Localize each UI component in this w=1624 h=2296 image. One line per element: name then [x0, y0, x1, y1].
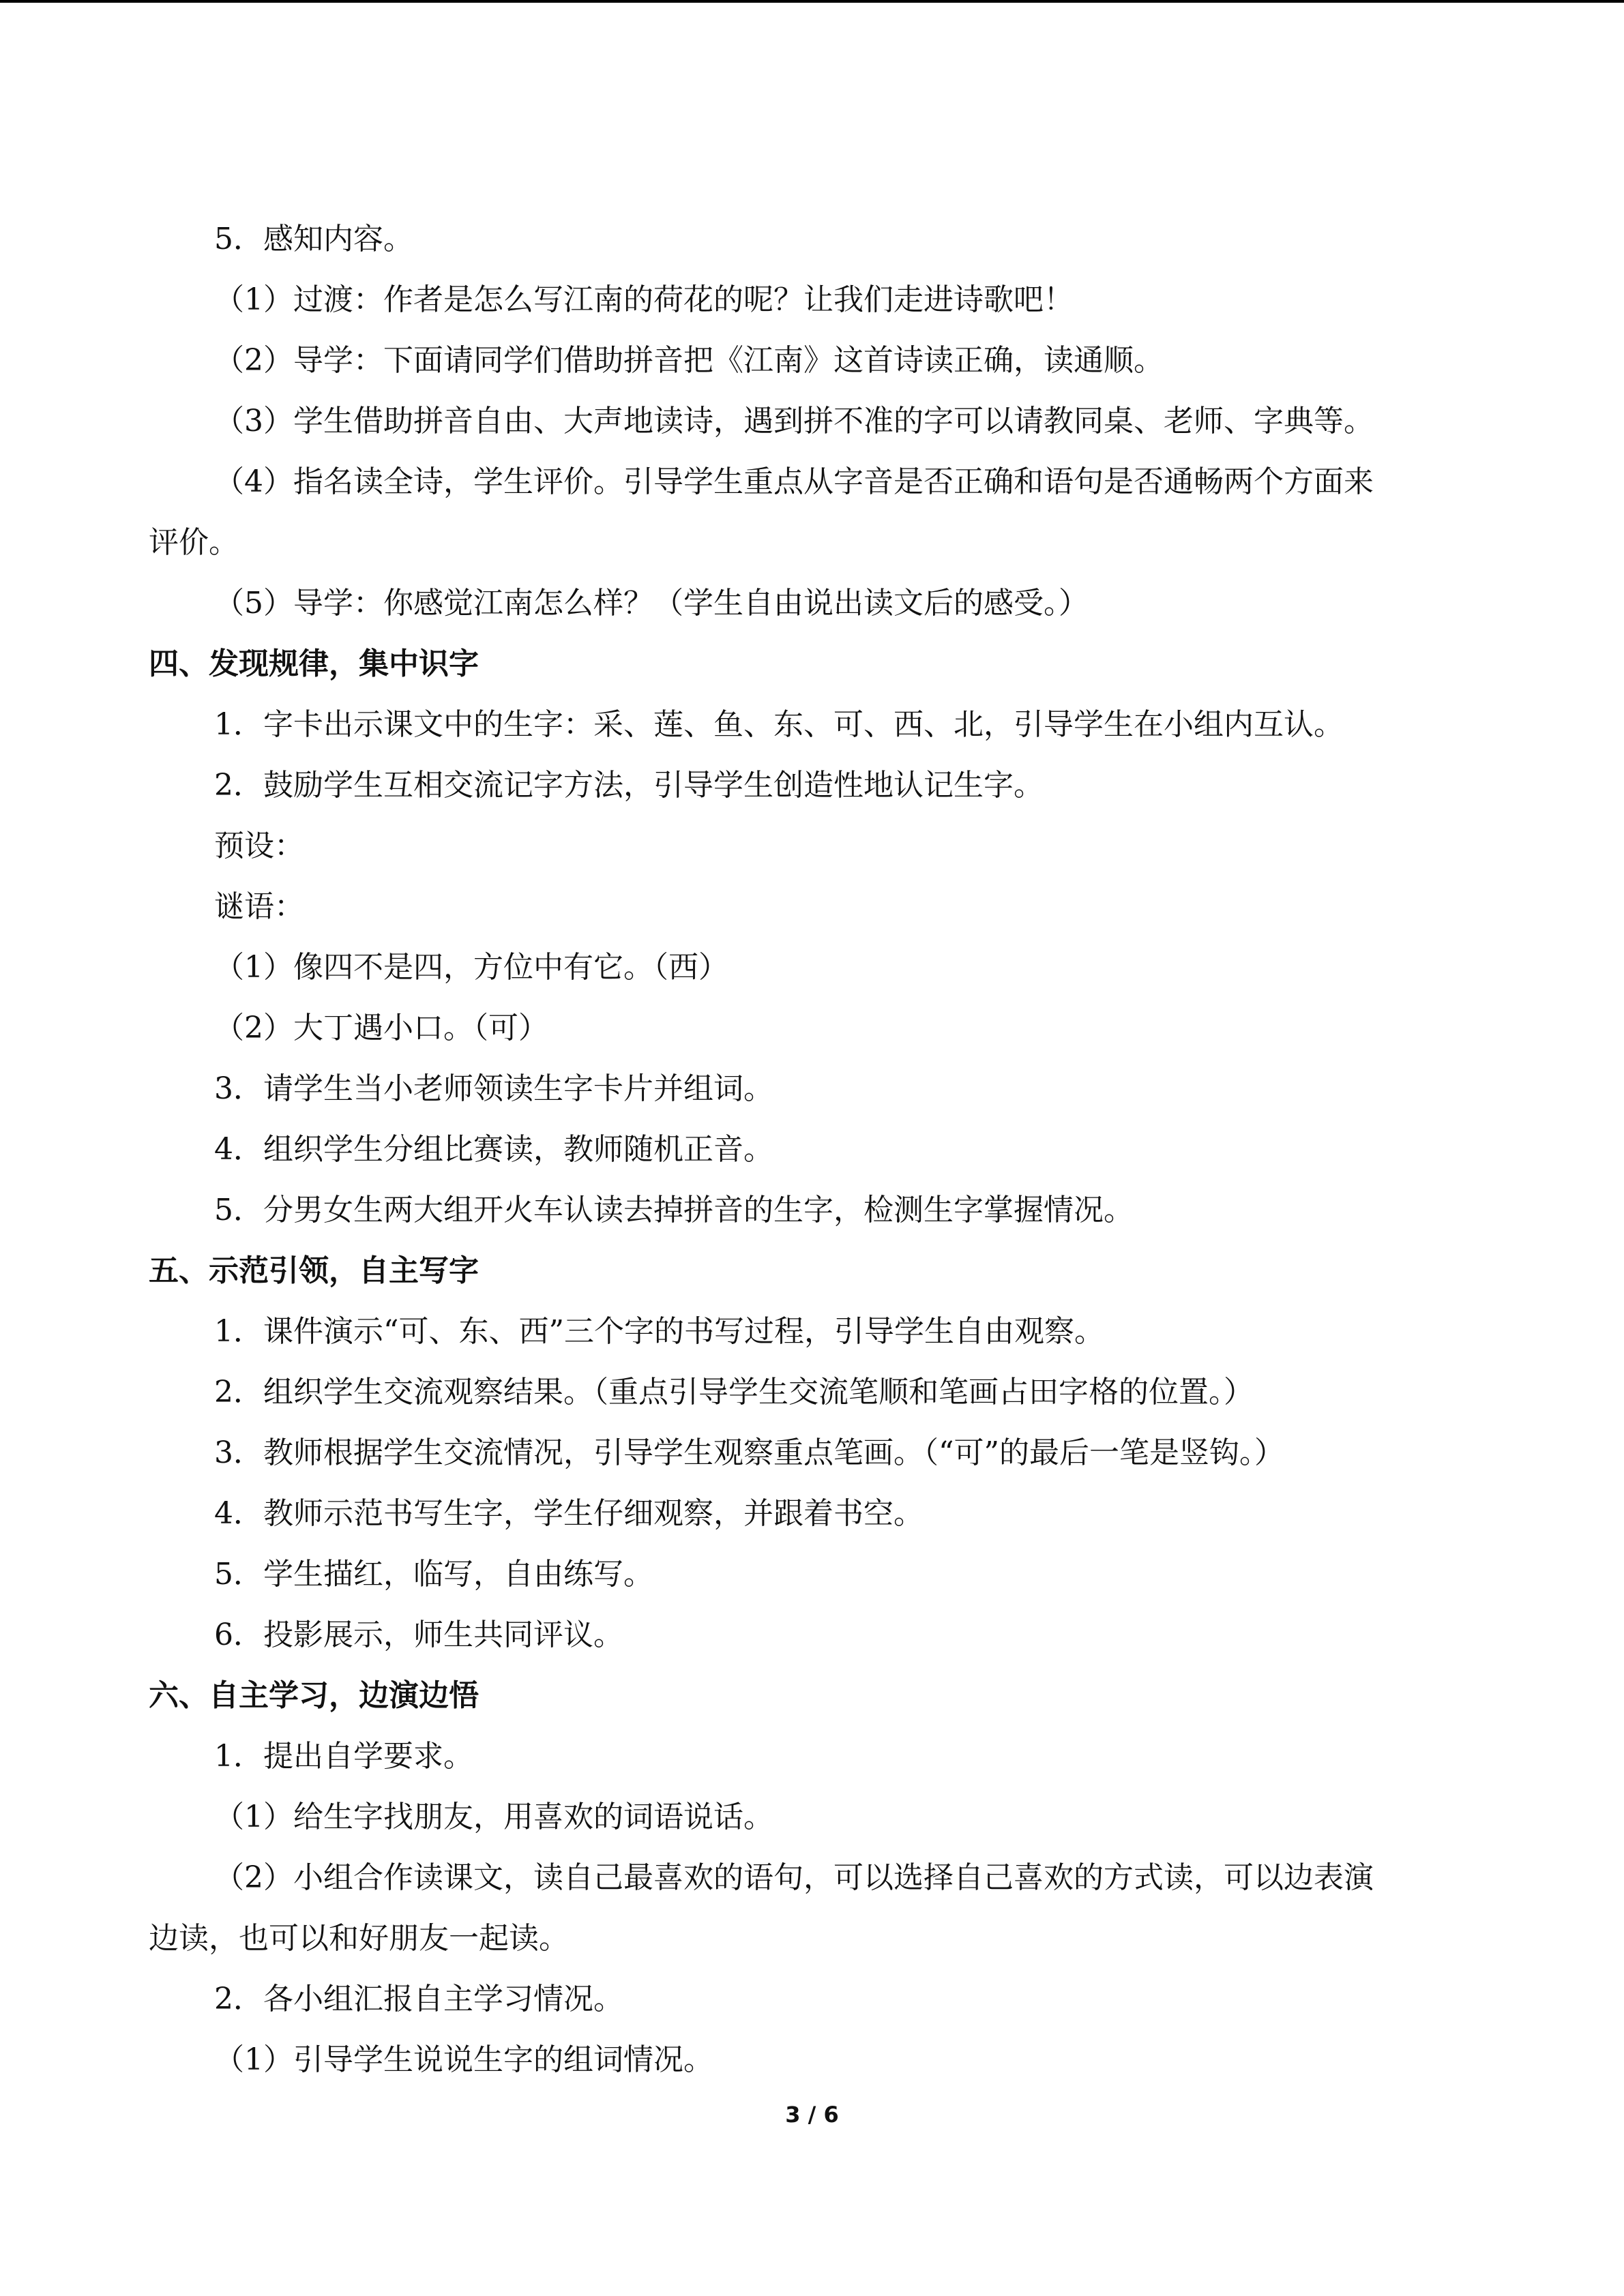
paragraph-line: （5）导学：你感觉江南怎么样？（学生自由说出读文后的感受。）: [214, 586, 1089, 621]
page-top-border: [0, 0, 1624, 3]
paragraph-line: 1．课件演示“可、东、西”三个字的书写过程，引导学生自由观察。: [214, 1314, 1104, 1349]
paragraph-line-continued: 评价。: [149, 525, 239, 560]
paragraph-line-continued: 边读，也可以和好朋友一起读。: [149, 1921, 569, 1956]
paragraph-line: （1）像四不是四，方位中有它。（西）: [214, 950, 728, 985]
paragraph-line: （1）过渡：作者是怎么写江南的荷花的呢？让我们走进诗歌吧！: [214, 282, 1074, 317]
paragraph-line: 5．感知内容。: [214, 222, 413, 256]
paragraph-line: （2）大丁遇小口。（可）: [214, 1011, 548, 1045]
paragraph-line: （4）指名读全诗，学生评价。引导学生重点从字音是否正确和语句是否通畅两个方面来: [214, 464, 1374, 499]
paragraph-line: 4．教师示范书写生字，学生仔细观察，并跟着书空。: [214, 1496, 924, 1531]
paragraph-line: 2．鼓励学生互相交流记字方法，引导学生创造性地认记生字。: [214, 768, 1044, 803]
section-heading: 六、自主学习，边演边悟: [149, 1678, 479, 1713]
paragraph-line: 预设：: [214, 829, 304, 863]
section-heading: 五、示范引领，自主写字: [149, 1253, 479, 1288]
paragraph-line: 3．请学生当小老师领读生字卡片并组词。: [214, 1071, 773, 1106]
paragraph-line: 1．字卡出示课文中的生字：采、莲、鱼、东、可、西、北，引导学生在小组内互认。: [214, 707, 1344, 742]
paragraph-line: 5．学生描红，临写，自由练写。: [214, 1557, 653, 1592]
paragraph-line: 4．组织学生分组比赛读，教师随机正音。: [214, 1132, 773, 1167]
paragraph-line: （1）给生字找朋友，用喜欢的词语说话。: [214, 1800, 773, 1834]
paragraph-line: 5．分男女生两大组开火车认读去掉拼音的生字，检测生字掌握情况。: [214, 1193, 1134, 1227]
paragraph-line: 1．提出自学要求。: [214, 1739, 473, 1774]
paragraph-line: （1）引导学生说说生字的组词情况。: [214, 2042, 713, 2077]
paragraph-line: 2．各小组汇报自主学习情况。: [214, 1982, 623, 2016]
section-heading: 四、发现规律，集中识字: [149, 646, 479, 681]
paragraph-line: （3）学生借助拼音自由、大声地读诗，遇到拼不准的字可以请教同桌、老师、字典等。: [214, 404, 1374, 438]
paragraph-line: 3．教师根据学生交流情况，引导学生观察重点笔画。（“可”的最后一笔是竖钩。）: [214, 1435, 1284, 1470]
paragraph-line: （2）导学：下面请同学们借助拼音把《江南》这首诗读正确，读通顺。: [214, 343, 1164, 378]
paragraph-line: 谜语：: [214, 889, 304, 924]
paragraph-line: 6．投影展示，师生共同评议。: [214, 1617, 623, 1652]
paragraph-line: （2）小组合作读课文，读自己最喜欢的语句，可以选择自己喜欢的方式读，可以边表演: [214, 1860, 1374, 1895]
paragraph-line: 2．组织学生交流观察结果。（重点引导学生交流笔顺和笔画占田字格的位置。）: [214, 1375, 1254, 1410]
document-body: [149, 209, 1479, 2090]
page-number: 3 / 6: [785, 2102, 839, 2128]
